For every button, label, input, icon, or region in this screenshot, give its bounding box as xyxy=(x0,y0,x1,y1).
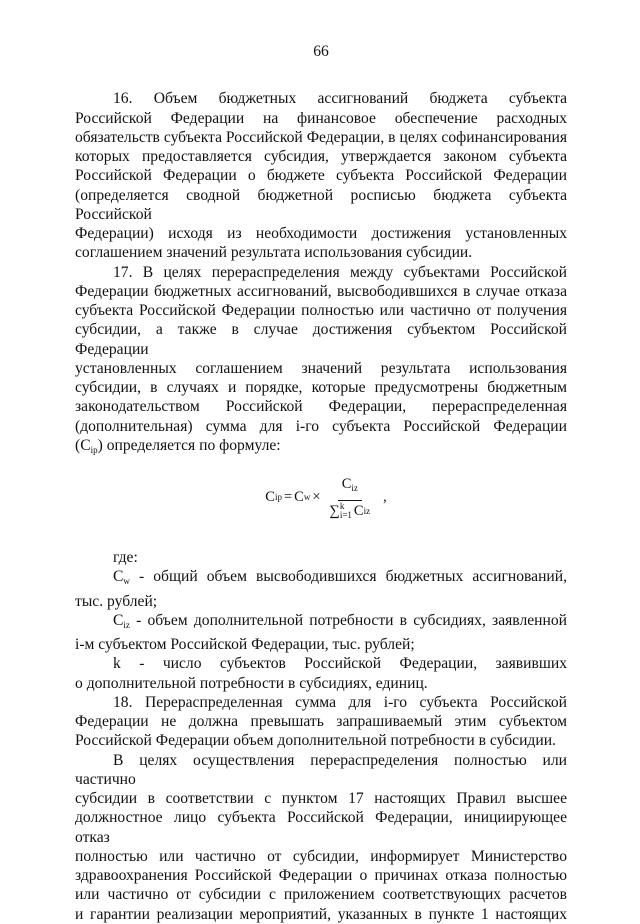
formula-num-sub: iz xyxy=(351,483,358,494)
text-line: о дополнительной потребности в субсидиях, единиц. xyxy=(75,674,428,692)
text-line: субсидии, а также в случае достижения субъектом Российской Федерации xyxy=(75,321,567,358)
formula-denominator xyxy=(326,501,375,521)
formula-den-c: C xyxy=(353,502,364,519)
text-line: $(C_{ip})$ определяется по формуле: xyxy=(75,436,281,455)
definition-k: k - число субъектов Российской Федерации, заявивших xyxy=(113,655,567,673)
text-line: 18. Перераспределенная сумма для i-го субъекта Российской xyxy=(113,693,567,711)
formula xyxy=(75,460,567,536)
text-fragment: - общий объем высвободившихся бюджетных ассигнований, xyxy=(129,568,567,586)
text-line: Федерации бюджетных ассигнований, высвободившихся в случае отказа xyxy=(75,282,567,300)
formula-den-sub: iz xyxy=(363,505,371,516)
text-line: (определяется сводной бюджетной росписью бюджета субъекта Российской xyxy=(75,186,567,223)
text-line: Федерации) исходя из необходимости достижения установленных xyxy=(75,225,567,242)
symbol-subscript: iz xyxy=(123,619,130,630)
text-fragment: ) определяется по формуле: xyxy=(97,436,281,454)
text-line: Российской Федерации объем дополнительной потребности в субсидии. xyxy=(75,732,556,750)
paragraph-19 xyxy=(75,751,567,924)
symbol-subscript: ip xyxy=(90,444,98,455)
symbol-c: C xyxy=(113,568,124,586)
text-line: Российской Федерации о бюджете субъекта Российской Федерации xyxy=(75,167,567,185)
formula-num-c: C xyxy=(341,476,352,493)
text-line: Федерации не должна превышать запрашиваемый этим субъектом xyxy=(75,713,567,730)
formula-cw-sub: w xyxy=(303,492,311,503)
text-line: субъекта Российской Федерации полностью или частично от получения xyxy=(75,302,567,319)
formula-numerator xyxy=(338,475,362,500)
text-line: законодательством Российской Федерации, перераспределенная xyxy=(75,398,567,416)
definition-cw xyxy=(75,567,567,591)
formula-times: × xyxy=(312,489,321,506)
text-line: или частично от субсидии с приложением соответствующих расчетов xyxy=(75,886,567,904)
text-line: Российской Федерации на финансовое обеспечение расходных xyxy=(75,109,567,127)
symbol-c: C xyxy=(80,436,91,454)
text-line: полностью или частично от субсидии, информирует Министерство xyxy=(75,847,567,865)
text-line: должностное лицо субъекта Российской Федерации, инициирующее отказ xyxy=(75,809,567,846)
text-line: субсидии в соответствии с пунктом 17 настоящих Правил высшее xyxy=(75,790,567,807)
formula-lhs: C xyxy=(265,489,275,506)
page-number: 66 xyxy=(313,43,329,60)
where-label: где: xyxy=(113,549,138,566)
text-line: здравоохранения Российской Федерации о причинах отказа полностью xyxy=(75,867,567,884)
formula-eq: = xyxy=(283,489,293,506)
sum-upper: k xyxy=(339,501,345,512)
text-line: обязательств субъекта Российской Федерации, в целях софинансирования xyxy=(75,128,567,146)
symbol-subscript: w xyxy=(123,576,130,587)
formula-cw: C xyxy=(294,489,304,506)
text-line: и гарантии реализации мероприятий, указанных в пункте 1 настоящих xyxy=(75,905,567,923)
text-line: (дополнительная) сумма для i-го субъекта Российской Федерации xyxy=(75,417,567,435)
text-line: установленных соглашением значений результата использования xyxy=(75,359,567,377)
paragraph-18 xyxy=(75,693,567,751)
text-line: 17. В целях перераспределения между субъектами Российской xyxy=(113,263,567,281)
paragraph-16 xyxy=(75,89,567,262)
sum-icon: ∑ xyxy=(329,502,340,519)
symbol-c: C xyxy=(113,611,124,629)
text-line: 16. Объем бюджетных ассигнований бюджета субъекта xyxy=(113,90,567,108)
definition-ciz xyxy=(75,611,567,635)
formula-comma: , xyxy=(383,489,387,506)
text-line: i-м субъектом Российской Федерации, тыс. рублей; xyxy=(75,636,415,653)
definitions xyxy=(75,567,567,693)
text-fragment: - объем дополнительной потребности в субсидиях, заявленной xyxy=(129,611,567,629)
text-line: субсидии, в случаях и порядке, которые предусмотрены бюджетным xyxy=(75,379,567,396)
formula-fraction xyxy=(326,475,375,521)
text-line: тыс. рублей; xyxy=(75,592,158,610)
formula-lhs-sub: ip xyxy=(274,492,282,503)
text-line: соглашением значений результата использования субсидии. xyxy=(75,244,473,262)
paragraph-17 xyxy=(75,263,567,461)
text-line: В целях осуществления перераспределения полностью или частично xyxy=(75,751,567,788)
sum-lower: i=1 xyxy=(339,510,352,521)
text-line: которых предоставляется субсидия, утверждается законом субъекта xyxy=(75,148,567,165)
